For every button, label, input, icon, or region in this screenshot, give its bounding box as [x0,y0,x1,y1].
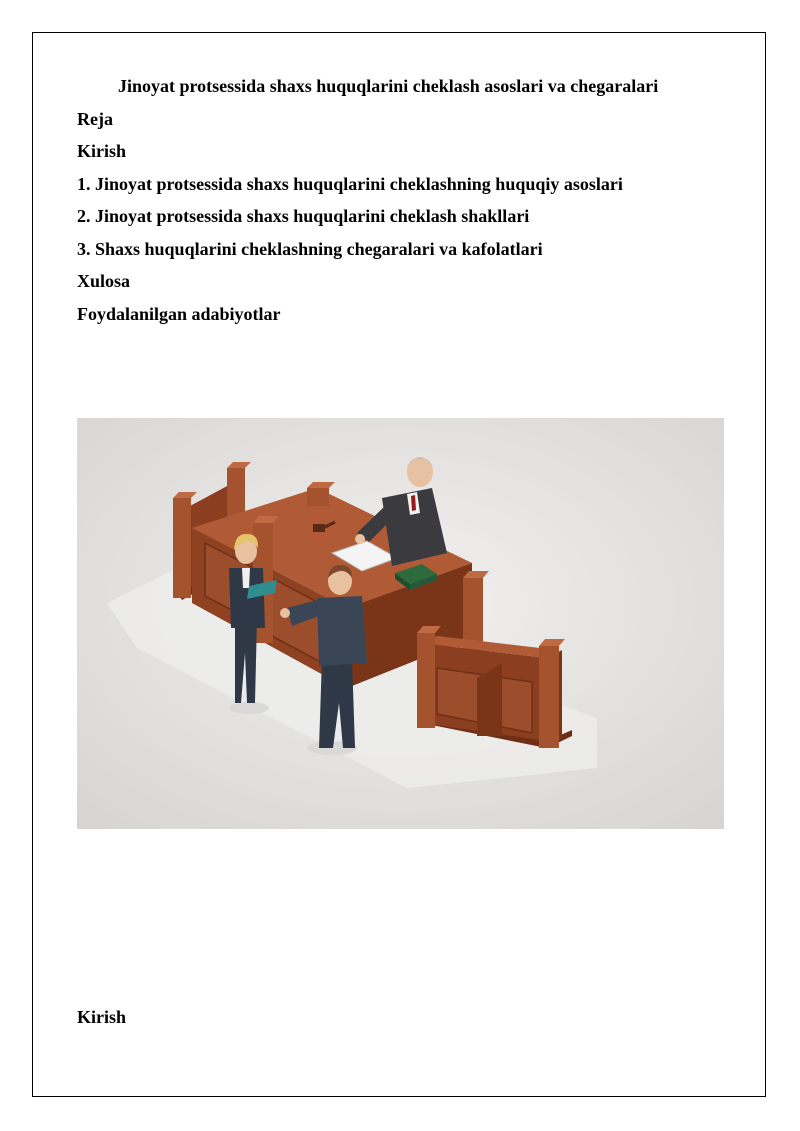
plan-item-2: 2. Jinoyat protsessida shaxs huquqlarini cheklash shakllari [77,206,530,226]
plan-item-conclusion: Xulosa [77,271,131,291]
plan-item-3: 3. Shaxs huquqlarini cheklashning chegaralari va kafolatlari [77,239,543,259]
plan-item-intro: Kirish [77,141,127,161]
document-title: Jinoyat protsessida shaxs huquqlarini cheklash asoslari va chegaralari [118,76,659,96]
plan-item-1: 1. Jinoyat protsessida shaxs huquqlarini cheklashning huquqiy asoslari [77,174,623,194]
courtroom-illustration [77,418,724,829]
section-heading-kirish: Kirish [77,1007,127,1027]
plan-heading: Reja [77,109,113,129]
plan-item-references: Foydalanilgan adabiyotlar [77,304,281,324]
